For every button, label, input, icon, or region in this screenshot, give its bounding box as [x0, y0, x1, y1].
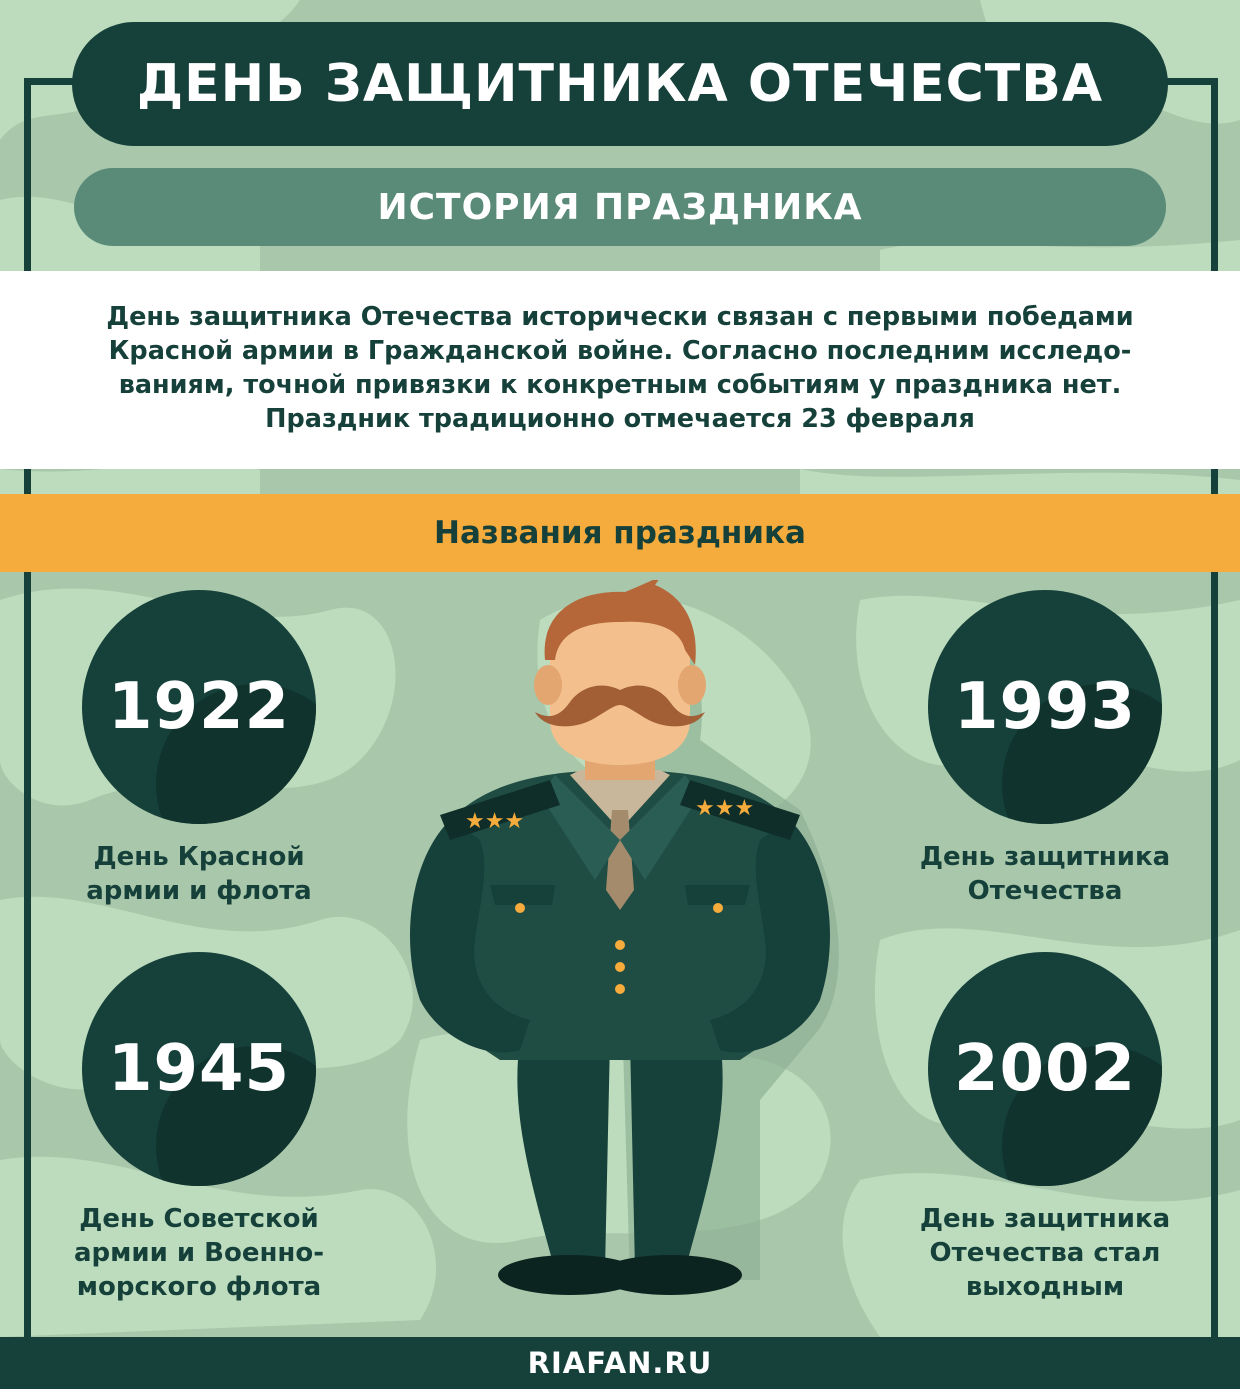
history-line: День защитника Отечества исторически связан с первыми победами	[106, 302, 1134, 332]
year-label: 1993	[953, 670, 1137, 744]
names-section-banner	[0, 494, 1240, 572]
svg-text:★★★: ★★★	[465, 809, 525, 834]
source-label: RIAFAN.RU	[527, 1346, 713, 1380]
year-badge-1993	[928, 590, 1162, 824]
year-caption-1993: День защитника Отечества	[919, 842, 1171, 906]
year-badge-2002	[928, 952, 1162, 1186]
year-caption-2002: День защитника Отечества стал выходным	[919, 1204, 1171, 1302]
soldier-with-mustache-illustration	[380, 580, 860, 1310]
frame-left-line	[24, 78, 31, 1340]
year-label: 2002	[953, 1032, 1137, 1106]
year-label: 1945	[107, 1032, 291, 1106]
names-section-heading: Названия праздника	[434, 515, 806, 551]
page-subtitle: ИСТОРИЯ ПРАЗДНИКА	[377, 186, 863, 228]
history-line: Праздник традиционно отмечается 23 февраля	[265, 404, 975, 434]
year-caption-1945: День Советской армии и Военно- морского флота	[73, 1204, 325, 1302]
year-label: 1922	[107, 670, 291, 744]
history-text	[30, 300, 1210, 436]
frame-right-line	[1211, 78, 1218, 1340]
svg-text:★★★: ★★★	[695, 796, 755, 821]
year-badge-1945	[82, 952, 316, 1186]
year-badge-1922	[82, 590, 316, 824]
subtitle-banner	[74, 168, 1166, 246]
history-line: ваниям, точной привязки к конкретным событиям у праздника нет.	[118, 370, 1122, 400]
history-line: Красной армии в Гражданской войне. Согласно последним исследо-	[108, 336, 1132, 366]
title-banner	[72, 22, 1168, 146]
year-caption-1922: День Красной армии и флота	[86, 842, 312, 906]
page-title: ДЕНЬ ЗАЩИТНИКА ОТЕЧЕСТВА	[136, 54, 1104, 114]
footer-bar	[0, 1337, 1240, 1389]
